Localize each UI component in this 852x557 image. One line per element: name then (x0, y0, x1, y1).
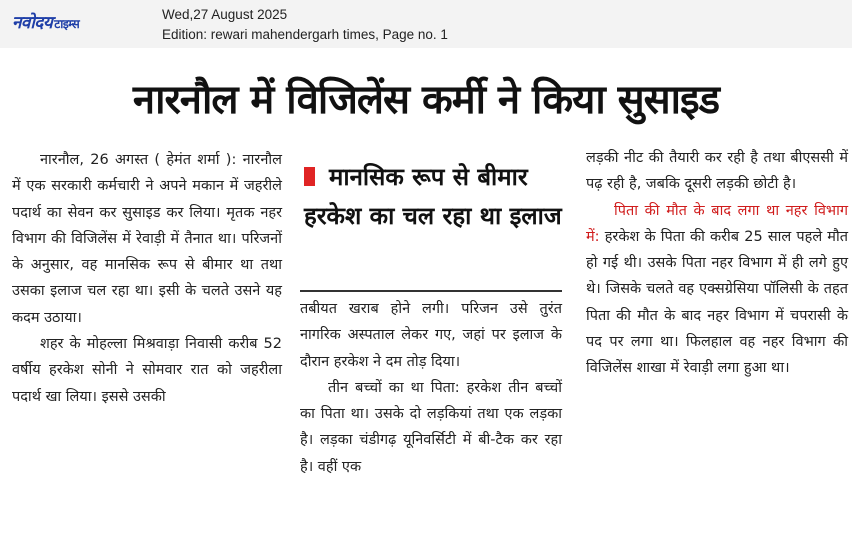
paragraph: शहर के मोहल्ला मिश्रवाड़ा निवासी करीब 52 वर्षीय हरकेश सोनी ने सोमवार रात को जहरीला पदार्थ खा लिया। इससे उसकी (12, 336, 282, 405)
edition-label: Edition: rewari mahendergarh times, Page no. 1 (162, 27, 448, 42)
article-column-2 (300, 296, 562, 480)
subheading-text: मानसिक रूप से बीमार हरकेश का चल रहा था इलाज (304, 163, 562, 230)
paragraph (586, 198, 848, 382)
logo-main-text: नवोदय (12, 13, 53, 33)
section-subhead: पिता की मौत के बाद लगा था नहर विभाग में: (586, 202, 848, 245)
article-subheading (304, 158, 566, 236)
section-body: हरकेश के पिता की करीब 25 साल पहले मौत हो गई थी। उसके पिता नहर विभाग में ही लगे हुए थे। जिसके चलते वह एक्सग्रेसिया पॉलिसी के तहत पिता की मौत के बाद नहर विभाग में चपरासी के पद पर लगा था। फिलहाल वह नहर विभाग की विजिलेंस शाखा में रेवाड़ी लगा हुआ था। (586, 228, 848, 377)
newspaper-logo[interactable] (12, 10, 79, 33)
paragraph: लड़की नीट की तैयारी कर रही है तथा बीएससी में पढ़ रही है, जबकि दूसरी लड़की छोटी है। (586, 150, 848, 193)
article-column-3 (586, 145, 848, 382)
subheading-divider (300, 290, 562, 292)
article-column-1 (12, 147, 282, 410)
paragraph: नारनौल, 26 अगस्त ( हेमंत शर्मा ): नारनौल में एक सरकारी कर्मचारी ने अपने मकान में जहरीले पदार्थ का सेवन कर सुसाइड कर लिया। मृतक नहर विभाग की विजिलेंस में रेवाड़ी में तैनात था। परिजनों के अनुसार, वह मानसिक रूप से बीमार था तथा उसका इलाज चल रहा था। इसी के चलते उसने यह कदम उठाया। (12, 152, 282, 326)
masthead-bar (0, 0, 852, 48)
paragraph: तबीयत खराब होने लगी। परिजन उसे तुरंत नागरिक अस्पताल लेकर गए, जहां पर इलाज के दौरान हरकेश ने दम तोड़ दिया। (300, 301, 562, 370)
paragraph: तीन बच्चों का था पिता: हरकेश तीन बच्चों का पिता था। उसके दो लड़कियां तथा एक लड़का है। लड़का चंडीगढ़ यूनिवर्सिटी में बी-टैक कर रहा है। वहीं एक (300, 379, 562, 475)
logo-sub-text: टाइम्स (54, 17, 80, 31)
red-square-icon (304, 167, 315, 186)
edition-info (162, 5, 448, 45)
article-headline: नारनौल में विजिलेंस कर्मी ने किया सुसाइड (132, 77, 720, 123)
edition-date: Wed,27 August 2025 (162, 7, 288, 22)
